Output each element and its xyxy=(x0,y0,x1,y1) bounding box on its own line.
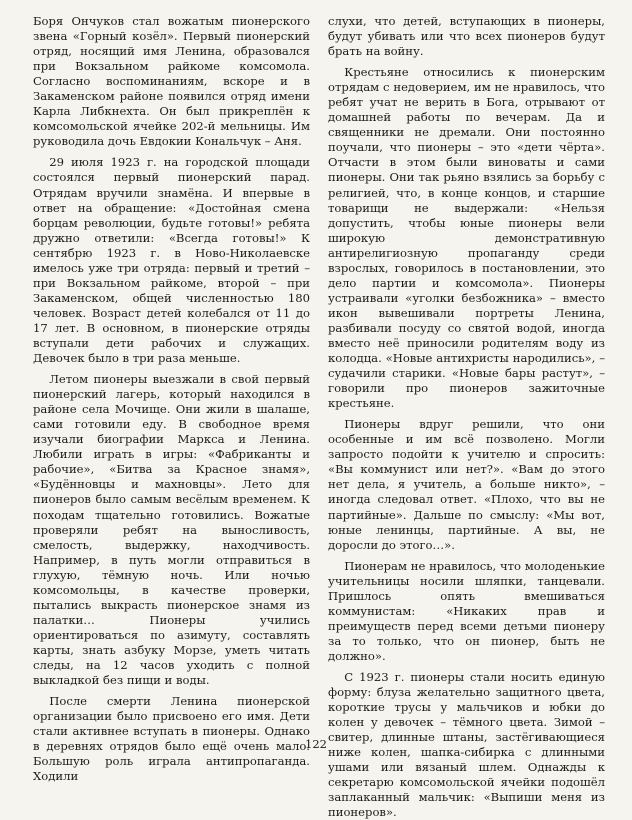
paragraph: После смерти Ленина пионерской организации было присвоено его имя. Дети стали активнее вступать в пионеры. Однако в деревнях отрядов было ещё очень мало. Большую роль играла антипропаганда. Ходили xyxy=(33,694,310,784)
paragraph: С 1923 г. пионеры стали носить единую форму: блуза желательно защитного цвета, короткие трусы у мальчиков и юбки до колен у девочек – тёмного цвета. Зимой – свитер, длинные штаны, застёгивающиеся ниже колен, шапка-сибирка с длинными ушами или вязаный шлем. Однажды к секретарю комсомольской ячейки подошёл заплаканный мальчик: «Выпиши меня из пионеров». xyxy=(328,669,605,820)
page-number: 122 xyxy=(305,737,327,751)
paragraph: 29 июля 1923 г. на городской площади состоялся первый пионерский парад. Отрядам вручили знамёна. И впервые в ответ на обращение: «Достойная смена борцам революции, будьте готовы!» ребята дружно ответили: «Всегда готовы!» К сентябрю 1923 г. в Ново-Николаевске имелось уже три отряда: первый и третий – при Вокзальном райкоме, второй – при Закаменском, общей численностью 180 человек. Возраст детей колебался от 11 до 17 лет. В основном, в пионерские отряды вступали дети рабочих и служащих. Девочек было в три раза меньше. xyxy=(33,155,310,366)
paragraph: Боря Ончуков стал вожатым пионерского звена «Горный козёл». Первый пионерский отряд, носящий имя Ленина, образовался при Вокзальном райкоме комсомола. Согласно воспоминаниям, вскоре и в Закаменском районе появился отряд имени Карла Либкнехта. Он был прикреплён к комсомольской ячейке 202-й мельницы. Им руководила дочь Евдокии Кональчук – Аня. xyxy=(33,14,310,149)
paragraph: слухи, что детей, вступающих в пионеры, будут убивать или что всех пионеров будут брать на войну. xyxy=(328,14,605,59)
left-column xyxy=(33,14,310,784)
paragraph: Крестьяне относились к пионерским отрядам с недоверием, им не нравилось, что ребят учат не верить в Бога, отрывают от домашней работы по вечерам. Да и священники не дремали. Они постоянно поучали, что пионеры – это «дети чёрта». Отчасти в этом были виноваты и сами пионеры. Они так рьяно взялись за борьбу с религией, что, в конце концов, и старшие товарищи не выдержали: «Нельзя допустить, чтобы юные пионеры вели широкую демонстративную антирелигиозную пропаганду среди взрослых, говорилось в постановлении, это дело партии и комсомола». Пионеры устраивали «уголки безбожника» – вместо икон вывешивали портреты Ленина, разбивали посуду со святой водой, иногда вместо неё приносили родителям воду из колодца. «Новые антихристы народились», – судачили старики. «Новые бары растут», – говорили про пионеров зажиточные крестьяне. xyxy=(328,65,605,411)
paragraph: Пионеры вдруг решили, что они особенные и им всё позволено. Могли запросто подойти к учителю и спросить: «Вы коммунист или нет?». «Вам до этого нет дела, я учитель, а больше никто», – иногда следовал ответ. «Плохо, что вы не партийные». Дальше по смыслу: «Мы вот, юные ленинцы, партийные. А вы, не доросли до этого…». xyxy=(328,417,605,552)
right-column xyxy=(328,14,605,820)
paragraph: Пионерам не нравилось, что молоденькие учительницы носили шляпки, танцевали. Пришлось опять вмешиваться коммунистам: «Никаких прав и преимуществ перед всеми детьми пионеру за то только, что он пионер, быть не должно». xyxy=(328,558,605,663)
paragraph: Летом пионеры выезжали в свой первый пионерский лагерь, который находился в районе села Мочище. Они жили в шалаше, сами готовили еду. В свободное время изучали биографии Маркса и Ленина. Любили играть в игры: «Фабриканты и рабочие», «Битва за Красное знамя», «Будённовцы и махновцы». Лето для пионеров было самым весёлым временем. К походам тщательно готовились. Вожатые проверяли ребят на выносливость, смелость, выдержку, находчивость. Например, в путь могли отправиться в глухую, тёмную ночь. Или ночью комсомольцы, в качестве проверки, пытались выкрасть пионерское знамя из палатки… Пионеры учились ориентироваться по азимуту, составлять карты, знать азбуку Морзе, уметь читать следы, на 12 часов уходить с полной выкладкой без пищи и воды. xyxy=(33,372,310,688)
